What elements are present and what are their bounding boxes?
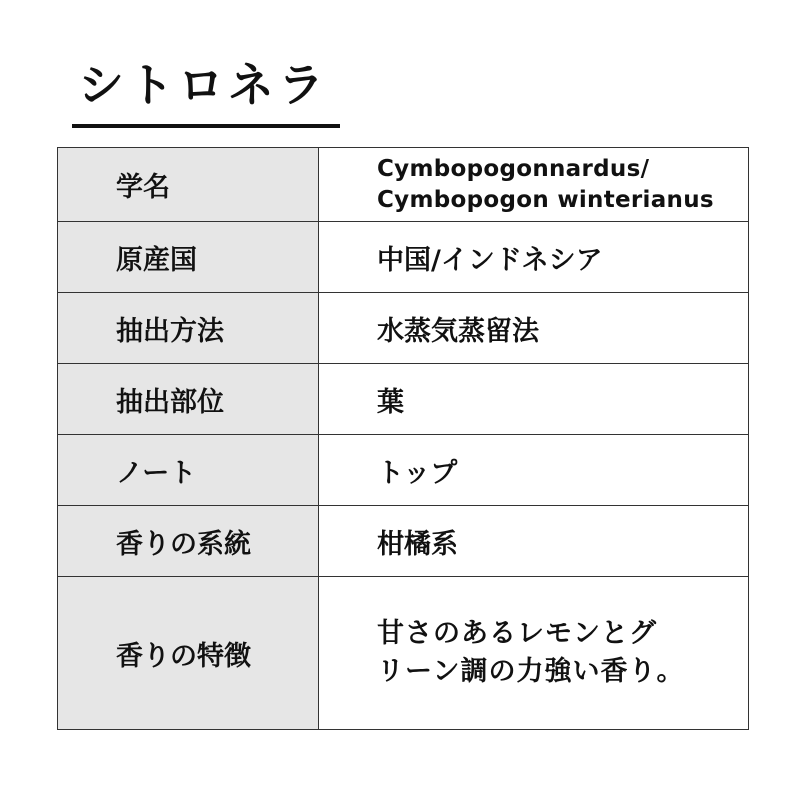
table-row <box>58 293 749 364</box>
value-line: Cymbopogonnardus/ <box>377 155 650 182</box>
row-label: 学名 <box>58 148 319 222</box>
row-value <box>319 577 749 730</box>
table-row <box>58 506 749 577</box>
info-table <box>57 147 749 730</box>
row-label: 原産国 <box>58 222 319 293</box>
row-value <box>319 148 749 222</box>
page-title: シトロネラ <box>78 58 328 112</box>
value-line: 甘さのあるレモンとグ <box>377 618 657 649</box>
table-row <box>58 364 749 435</box>
row-label: 抽出部位 <box>58 364 319 435</box>
title-underline <box>72 124 340 128</box>
row-value: 水蒸気蒸留法 <box>319 293 749 364</box>
table-row <box>58 435 749 506</box>
row-label: 香りの系統 <box>58 506 319 577</box>
row-label: 抽出方法 <box>58 293 319 364</box>
row-value: 葉 <box>319 364 749 435</box>
row-label: 香りの特徴 <box>58 577 319 730</box>
table-row <box>58 222 749 293</box>
value-line: リーン調の力強い香り。 <box>377 656 685 687</box>
row-value: トップ <box>319 435 749 506</box>
table-row <box>58 577 749 730</box>
row-value: 柑橘系 <box>319 506 749 577</box>
value-line: Cymbopogon winterianus <box>377 186 714 213</box>
row-value: 中国/インドネシア <box>319 222 749 293</box>
table-row <box>58 148 749 222</box>
row-label: ノート <box>58 435 319 506</box>
